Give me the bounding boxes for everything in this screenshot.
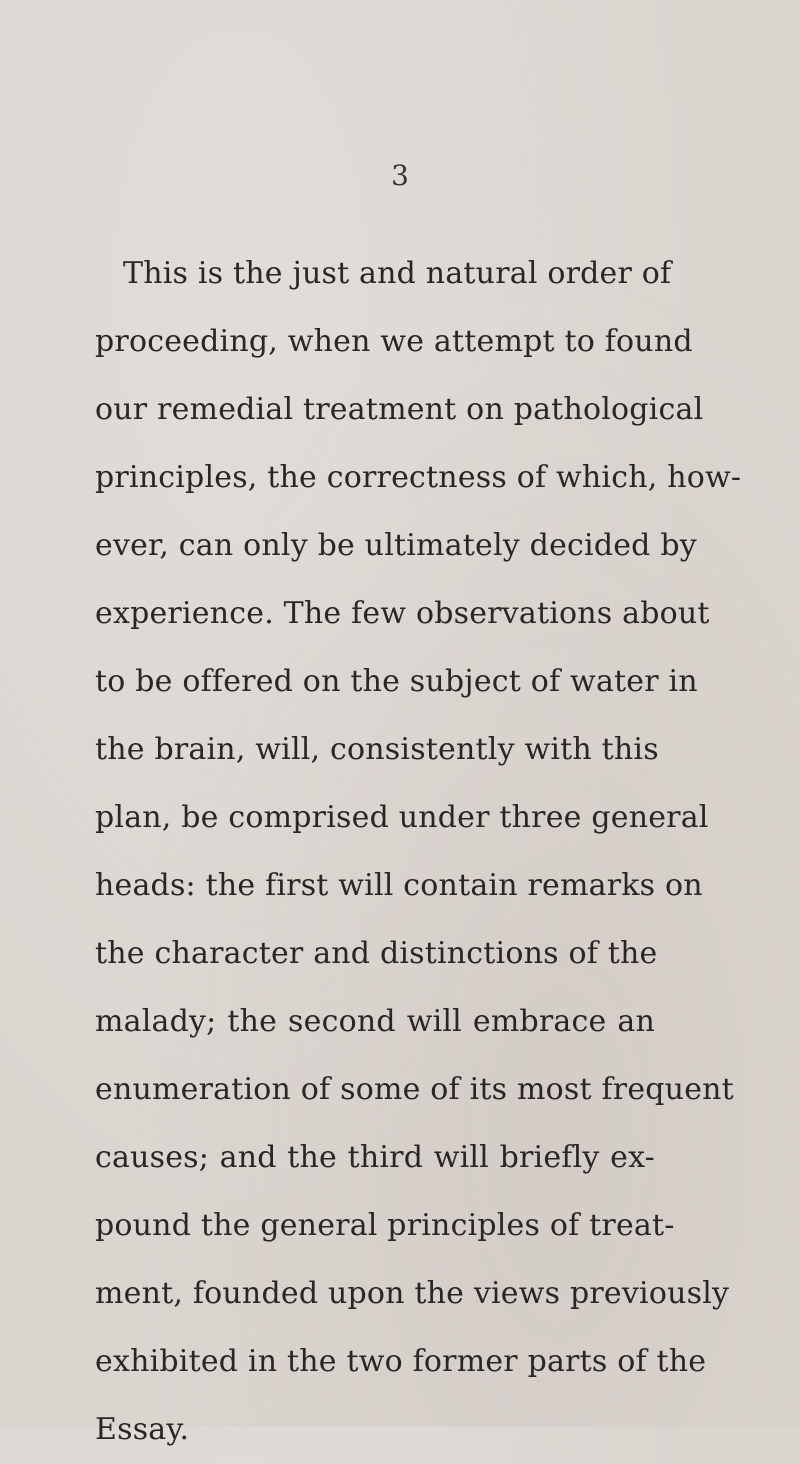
text-line: experience. The few observations about xyxy=(95,596,710,631)
text-line: enumeration of some of its most frequent xyxy=(95,1072,734,1107)
text-line: heads: the first will contain remarks on xyxy=(95,868,703,903)
text-line: exhibited in the two former parts of the xyxy=(95,1344,707,1379)
text-line: This is the just and natural order of xyxy=(123,256,672,291)
text-line: the brain, will, consistently with this xyxy=(95,732,659,767)
text-line: to be offered on the subject of water in xyxy=(95,664,698,699)
text-line: our remedial treatment on pathological xyxy=(95,392,704,427)
page-number: 3 xyxy=(391,159,409,192)
text-line: plan, be comprised under three general xyxy=(95,800,709,835)
text-line: Essay. xyxy=(95,1412,190,1447)
text-line: the character and distinctions of the xyxy=(95,936,658,971)
text-line: ment, founded upon the views previously xyxy=(95,1276,730,1311)
text-line: pound the general principles of treat- xyxy=(95,1208,675,1243)
text-line: causes; and the third will briefly ex- xyxy=(95,1140,655,1175)
body-paragraph xyxy=(95,240,742,1464)
text-line: proceeding, when we attempt to found xyxy=(95,324,693,359)
text-line: principles, the correctness of which, how- xyxy=(95,460,742,495)
text-line: malady; the second will embrace an xyxy=(95,1004,655,1039)
text-line: ever, can only be ultimately decided by xyxy=(95,528,697,563)
